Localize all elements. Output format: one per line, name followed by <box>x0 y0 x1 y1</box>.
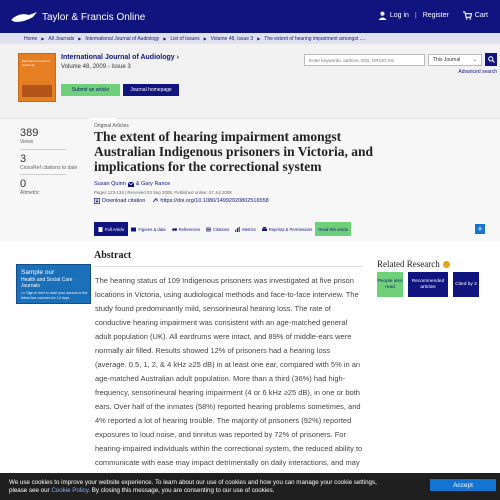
logo-icon <box>9 10 39 24</box>
breadcrumb-arrow-icon: ▶ <box>257 36 261 41</box>
article-title: The extent of hearing impairment amongst Australian Indigenous prisoners in Victoria, and implications for the correctional system <box>94 129 374 174</box>
print-icon <box>262 227 267 232</box>
breadcrumb-arrow-icon: ▶ <box>78 36 82 41</box>
cover-title: International Journal of Audiology <box>22 59 51 67</box>
altmetric-count[interactable]: 0 <box>20 178 27 190</box>
breadcrumb-arrow-icon: ▶ <box>203 36 207 41</box>
views-label: Views <box>20 139 34 145</box>
search-scope-value: This Journal <box>433 57 461 63</box>
breadcrumb-home[interactable]: Home <box>24 35 38 42</box>
journal-title-text[interactable]: International Journal of Audiology <box>61 54 175 61</box>
cookie-text: We use cookies to improve your website experience. To learn about our use of cookies and how you can manage your cookie settings, <box>9 479 377 486</box>
tab-label: Read this article <box>318 226 349 232</box>
journal-title[interactable] <box>61 54 179 61</box>
breadcrumb-volume[interactable]: Volume 48, Issue 3 <box>210 35 254 42</box>
breadcrumb-journal[interactable]: International Journal of Audiology <box>85 35 160 42</box>
link-icon <box>152 198 158 204</box>
author-separator: & <box>135 181 140 187</box>
download-citation-link[interactable]: Download citation <box>102 198 146 204</box>
search-input[interactable] <box>304 54 425 66</box>
info-icon[interactable] <box>443 261 450 268</box>
login-link[interactable]: Log in <box>389 12 409 19</box>
read-this-article-button[interactable] <box>315 222 351 236</box>
breadcrumb <box>0 33 500 44</box>
journal-title-arrow: › <box>176 54 179 61</box>
promo-signin-link[interactable]: >> Sign in here to start your access to the latest two volumes for 14 days <box>21 291 88 300</box>
tab-label: Figures & data <box>138 226 166 232</box>
author-link[interactable]: Gary Rance <box>141 181 171 187</box>
user-icon <box>378 11 387 20</box>
breadcrumb-all-journals[interactable]: All Journals <box>48 35 75 42</box>
article-links <box>94 198 269 204</box>
cart-link[interactable]: Cart <box>474 12 488 19</box>
document-icon <box>98 227 103 232</box>
chevron-down-icon: ⌄ <box>472 57 477 63</box>
tab-label: Metrics <box>242 226 256 232</box>
cookie-text-line2 <box>9 487 500 495</box>
crossref-count[interactable]: 3 <box>20 152 27 165</box>
accept-cookies-button[interactable]: Accept <box>430 479 496 491</box>
tab-label: References <box>178 226 200 232</box>
breadcrumb-current: The extent of hearing impairment amongst .... <box>264 35 366 42</box>
related-research-title <box>377 259 450 269</box>
doi-link[interactable]: https://doi.org/10.1080/14992020802516558 <box>160 198 269 204</box>
publication-info: Pages 123-134 | Received 03 Sep 2008, Published online: 07 Jul 2009 <box>94 190 232 195</box>
account-links <box>378 11 488 20</box>
submit-article-button[interactable]: Submit an article <box>61 84 120 96</box>
promo-subheading: Health and Social Care Journals <box>21 277 73 289</box>
chart-icon <box>235 227 240 232</box>
tab-references[interactable] <box>169 222 203 236</box>
crossref-label: CrossRef citations to date <box>20 164 78 171</box>
promo-banner[interactable] <box>16 264 91 304</box>
article-type: Original Articles <box>94 123 129 129</box>
tab-reprints[interactable] <box>259 222 316 236</box>
cookie-text: . By closing this message, you are consenting to our use of cookies. <box>88 486 275 494</box>
register-link[interactable]: Register <box>422 12 449 19</box>
breadcrumb-arrow-icon: ▶ <box>41 36 45 41</box>
spacer <box>455 12 457 19</box>
cart-icon[interactable] <box>463 11 472 20</box>
tab-label: Citations <box>212 226 230 232</box>
article-metrics <box>20 125 80 197</box>
author-list <box>94 181 170 187</box>
citation-icon <box>206 227 211 232</box>
breadcrumb-arrow-icon: ▶ <box>163 36 167 41</box>
tab-citations[interactable] <box>203 222 232 236</box>
divider: | <box>414 12 417 19</box>
journal-cover[interactable] <box>18 53 56 102</box>
advanced-search-link[interactable]: Advanced search <box>458 69 497 75</box>
logo-text: Taylor & Francis Online <box>42 11 146 23</box>
search-scope-select[interactable] <box>428 54 482 66</box>
search-button[interactable] <box>485 53 497 66</box>
top-bar <box>0 0 500 33</box>
related-research-tabs <box>377 272 484 297</box>
tab-label: Reprints & Permissions <box>268 226 313 232</box>
journal-homepage-button[interactable]: Journal homepage <box>123 84 179 96</box>
quote-icon <box>172 227 177 232</box>
tab-label: Full Article <box>105 226 125 232</box>
divider <box>20 174 66 175</box>
divider <box>20 149 66 150</box>
altmetric-label: Altmetric <box>20 190 40 196</box>
search-icon <box>488 56 495 63</box>
cookie-banner <box>0 473 500 500</box>
expand-button[interactable]: + <box>475 224 485 234</box>
tab-cited-by[interactable]: Cited by 3 <box>453 272 479 297</box>
tab-recommended-articles[interactable]: Recommended articles <box>408 272 448 297</box>
envelope-icon[interactable] <box>128 182 134 187</box>
journal-volume: Volume 48, 2009 - Issue 3 <box>61 64 131 70</box>
tab-metrics[interactable] <box>232 222 259 236</box>
download-icon <box>94 198 100 204</box>
views-count: 389 <box>20 127 39 139</box>
cover-graphic <box>22 85 52 97</box>
tab-full-article[interactable] <box>94 222 128 236</box>
breadcrumb-issues[interactable]: List of Issues <box>170 35 200 42</box>
site-logo[interactable] <box>9 10 145 24</box>
related-research-label: Related Research <box>377 259 440 269</box>
abstract-text: The hearing status of 109 Indigenous prisoners was investigated at five prison locations in Victoria, using audiological methods and face-to-face interview. The study found predominantly mild, sensorineural hearing loss. The rate of conductive hearing impairment was consistent with an age-matched general adult population (UK). All eardrums were intact, and 89% of middle-ears were normally air filled. Results showed 12% of prisoners had a hearing loss (average. 0.5, 1, 2, & 4 kHz ≥25 dB) in at least one ear, compared with 5% in an age-matched Australian adult population. More than a third (36%) had high-frequency, sensorineural hearing impairment (4 or 6 kHz ≥25 dB), in one or both ears. Over half of the inmates (58%) reported hearing problems sometimes, and 4% reported a lot of hearing trouble. The majority of prisoners (92%) reported exposures to loud noise, and tinnitus was reported by 72% of prisoners. For hearing-impaired individuals within the correctional system, the reduced ability to communicate with ease may impact detrimentally on daily interactions, and may <box>95 276 363 467</box>
promo-heading: Sample our <box>21 269 55 276</box>
article-tabs <box>94 222 351 236</box>
cookie-text: please see our <box>9 486 52 494</box>
abstract-heading: Abstract <box>94 250 132 261</box>
cookie-policy-link[interactable]: Cookie Policy <box>51 486 89 494</box>
image-icon <box>131 227 136 232</box>
divider <box>94 266 362 267</box>
tab-people-also-read[interactable]: People also read <box>377 272 403 297</box>
author-link[interactable]: Susan Quinn <box>94 181 126 187</box>
tab-figures[interactable] <box>128 222 168 236</box>
